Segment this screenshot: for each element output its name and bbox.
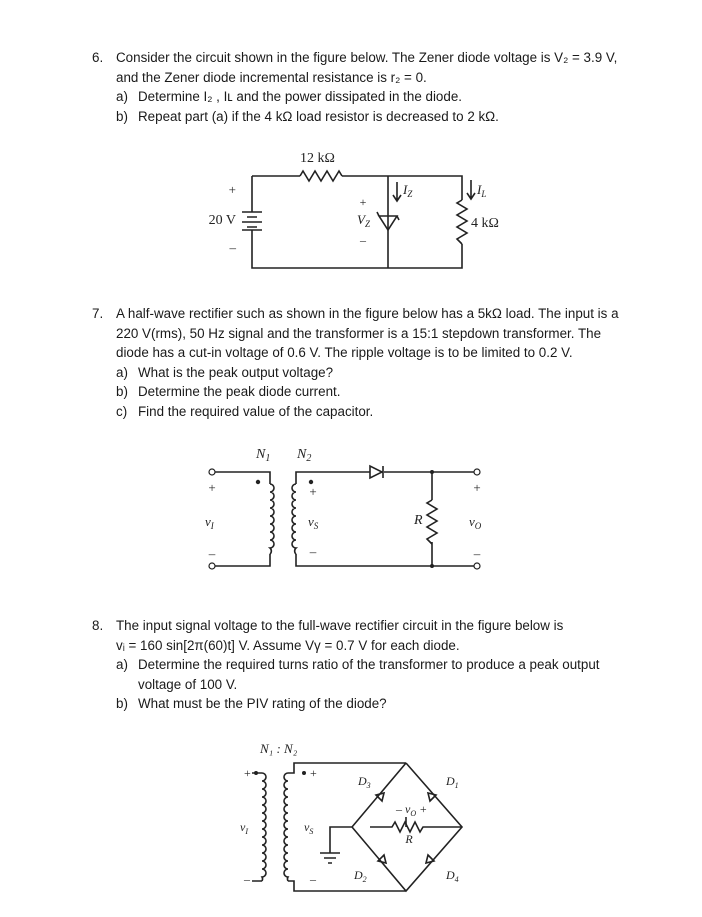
- primary-coil: [262, 773, 266, 881]
- plus-sign: +: [310, 766, 317, 780]
- polarity-dot: [302, 771, 306, 775]
- secondary-coil: [284, 773, 288, 881]
- iz-arrow-icon: [393, 182, 401, 201]
- plus-sign: +: [473, 480, 481, 495]
- secondary-coil: [292, 484, 296, 554]
- vi-label: [205, 514, 215, 531]
- part-label: b): [116, 384, 128, 400]
- vs-symbol: v: [304, 820, 310, 834]
- junction-dot: [430, 470, 434, 474]
- vi-symbol: v: [205, 514, 211, 529]
- n1-symbol: N: [256, 447, 266, 462]
- question-text: 220 V(rms), 50 Hz signal and the transformer is a 15:1 stepdown transformer. The: [116, 325, 602, 341]
- vs-subscript: S: [313, 521, 319, 531]
- plus-sign: +: [228, 182, 236, 197]
- minus-sign: –: [310, 872, 316, 886]
- d4-symbol: D: [446, 868, 455, 882]
- question-number: 8.: [92, 618, 104, 633]
- vi-symbol: v: [240, 820, 246, 834]
- part-label: b): [116, 108, 128, 124]
- part-text: voltage of 100 V.: [138, 676, 238, 692]
- ground-symbol: [320, 853, 340, 863]
- d3-symbol: D: [358, 774, 367, 788]
- vo-subscript: O: [474, 521, 482, 531]
- part-label: b): [116, 696, 128, 712]
- resistor-value: 12 kΩ: [300, 151, 335, 166]
- minus-sign: –: [208, 546, 216, 561]
- question-text: vᵢ = 160 sin[2π(60)t] V. Assume Vγ = 0.7 V for each diode.: [116, 637, 460, 653]
- part-text: Find the required value of the capacitor.: [138, 403, 374, 419]
- primary-wire: [252, 773, 262, 881]
- vz-symbol: V: [357, 212, 365, 227]
- part-text: Determine I₂ , Iʟ and the power dissipated in the diode.: [138, 89, 462, 105]
- n2-subscript: 2: [306, 453, 312, 464]
- d4-label: [445, 868, 459, 884]
- part-label: c): [116, 403, 128, 419]
- input-terminal: [209, 469, 215, 475]
- d1-label: [445, 774, 459, 790]
- primary-wire: [215, 472, 270, 566]
- d1-symbol: D: [446, 774, 455, 788]
- il-symbol: I: [477, 182, 482, 197]
- part-text: Determine the peak diode current.: [138, 384, 341, 400]
- load-resistor-symbol: [427, 500, 437, 544]
- question-text: A half-wave rectifier such as shown in the figure below has a 5kΩ load. The input is a: [116, 306, 619, 321]
- minus-sign: –: [244, 872, 250, 886]
- d3-label: [357, 774, 371, 790]
- vz-plus: +: [359, 195, 367, 209]
- load-value: 4 kΩ: [471, 216, 499, 231]
- plus-sign: +: [208, 480, 216, 495]
- diode-symbol: [370, 466, 383, 478]
- n2-symbol: N: [297, 447, 307, 462]
- d1-subscript: 1: [454, 781, 459, 790]
- question-text: The input signal voltage to the full-wave rectifier circuit in the figure below is: [116, 618, 564, 633]
- diode-d1-symbol: [428, 793, 436, 801]
- vz-subscript: Z: [364, 219, 370, 229]
- vo-symbol: v: [469, 514, 475, 529]
- vo-label: [395, 802, 427, 818]
- vi-subscript: I: [210, 521, 214, 531]
- part-text: What must be the PIV rating of the diode?: [138, 696, 387, 712]
- vi-subscript: I: [245, 827, 248, 836]
- question-text: diode has a cut-in voltage of 0.6 V. The ripple voltage is to be limited to 0.2 V.: [116, 345, 573, 361]
- n1-subscript: 1: [265, 453, 271, 464]
- vz-label: [357, 212, 371, 229]
- vo-subscript: O: [410, 809, 417, 818]
- r-label: R: [405, 832, 413, 846]
- iz-label: [402, 182, 413, 199]
- part-label: a): [116, 657, 128, 673]
- plus-sign: +: [244, 766, 251, 780]
- part-label: a): [116, 89, 128, 105]
- part-text: What is the peak output voltage?: [138, 364, 334, 380]
- vz-minus: –: [360, 233, 366, 247]
- primary-coil: [270, 484, 274, 554]
- il-arrow-icon: [467, 180, 475, 199]
- iz-symbol: I: [403, 182, 408, 197]
- question-text: and the Zener diode incremental resistance is r₂ = 0.: [116, 69, 427, 85]
- vo-plus: +: [416, 802, 428, 816]
- turns-ratio-label: N₁ : N₂: [260, 741, 298, 756]
- iz-subscript: Z: [407, 189, 413, 199]
- zener-circuit-figure: [0, 140, 702, 280]
- diode-d3-symbol: [376, 793, 384, 801]
- source-voltage: 20 V: [208, 213, 236, 228]
- vs-symbol: v: [308, 514, 314, 529]
- question-text: Consider the circuit shown in the figure below. The Zener diode voltage is V₂ = 3.9 V,: [116, 50, 618, 65]
- minus-sign: –: [309, 544, 317, 559]
- d3-subscript: 3: [366, 781, 371, 790]
- load-resistor-symbol: [370, 822, 462, 832]
- vo-label: [469, 514, 482, 531]
- n2-label: [296, 447, 311, 464]
- question-number: 7.: [92, 306, 104, 321]
- diode-d2-symbol: [378, 855, 386, 863]
- vs-label: [308, 514, 319, 531]
- output-terminal: [474, 469, 480, 475]
- output-terminal: [474, 563, 480, 569]
- question-number: 6.: [92, 50, 104, 65]
- polarity-dot: [254, 771, 258, 775]
- full-wave-bridge-figure: [0, 733, 702, 917]
- vs-subscript: S: [309, 827, 314, 836]
- minus-sign: –: [473, 546, 481, 561]
- part-text: Determine the required turns ratio of the transformer to produce a peak output: [138, 657, 600, 673]
- diode-d4-symbol: [426, 855, 434, 863]
- half-wave-rectifier-figure: [0, 438, 702, 588]
- plus-sign: +: [309, 484, 317, 499]
- question-7: [92, 304, 652, 422]
- il-label: [476, 182, 486, 199]
- resistor-symbol: [300, 171, 342, 181]
- d2-symbol: D: [354, 868, 363, 882]
- question-8: [92, 616, 652, 714]
- secondary-wire: [296, 472, 474, 566]
- polarity-dot: [256, 480, 260, 484]
- minus-sign: –: [229, 240, 236, 255]
- question-6: [92, 48, 652, 126]
- vi-label: [240, 820, 248, 836]
- vs-label: [304, 820, 313, 836]
- r-label: R: [414, 513, 423, 528]
- il-subscript: L: [481, 189, 487, 199]
- d2-label: [353, 868, 367, 884]
- vo-symbol: – v: [396, 802, 411, 816]
- d4-subscript: 4: [454, 875, 459, 884]
- part-label: a): [116, 364, 128, 380]
- d2-subscript: 2: [362, 875, 367, 884]
- battery-symbol: [242, 212, 262, 230]
- part-text: Repeat part (a) if the 4 kΩ load resistor is decreased to 2 kΩ.: [138, 108, 499, 124]
- junction-dot: [430, 564, 434, 568]
- n1-label: [255, 447, 270, 464]
- load-resistor-symbol: [457, 200, 467, 244]
- input-terminal: [209, 563, 215, 569]
